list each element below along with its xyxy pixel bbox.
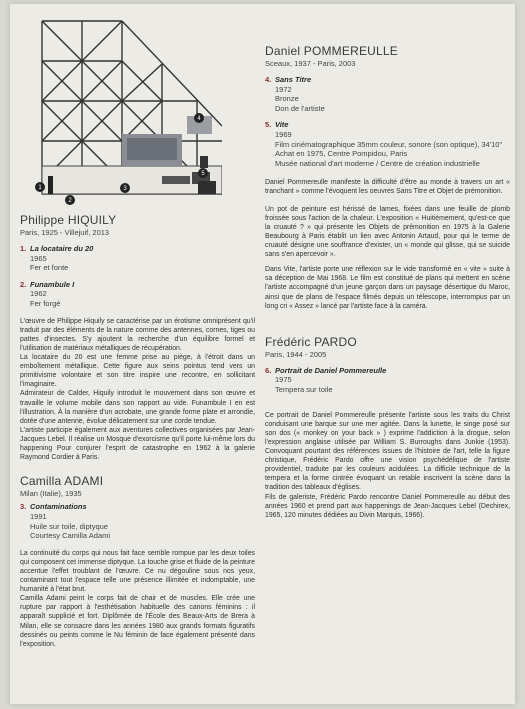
description-paragraph: La continuité du corps qui nous fait face semble rompue par les deux toiles qui composent cet immense diptyque. La touche grise et fluide de la peinture accentue l'effet troublant de l'œuvre. Ce nu dégouline sous nos yeux, contaminant tout l'espace telle une présence illimitée et indomptable, une humanité à l'état brut. [20,549,255,594]
work-year: 1991 [30,511,47,521]
work-entry-6 [265,366,510,395]
work-year: 1975 [275,375,292,385]
work-title: Portrait de Daniel Pommereulle [275,365,387,375]
description-paragraph: Ce portrait de Daniel Pommereulle présente l'artiste sous les traits du Christ conduisant une barque sur une mer agitée. Dans la lunette, le singe posé sur son dos (« monkey on your back » ) exprime l'addiction à la drogue, selon l'expression anglaise utilisée par William S. Burroughs dans Junkie (1953). Convoquant pourtant des références issues de l'histoire de l'art, telle la figure christique, Frédéric Pardo offre une vision psychédélique de l'artiste providentiel, traduite par les couleurs acidulées. La difficile technique de la tempera et la forme cintrée évoquant un retable inscrivent la scène dans la tradition des tableaux d'églises. [265,411,510,492]
description-paragraph: L'œuvre de Philippe Hiquily se caractérise par un érotisme omniprésent qu'il traduit par des éléments de la nature comme des antennes, cornes, tiges ou pattes d'insectes. S'y ajoutent la recherche d'un équilibre formel et l'utilisation de matériaux métalliques de récupération. [20,317,255,352]
work-number: 3. [20,502,27,512]
artist-bio-pardo: Paris, 1944 - 2005 [265,349,327,359]
work-number: 5. [265,120,272,130]
svg-text:3: 3 [123,186,127,192]
gallery-floorplan-illustration [22,16,222,206]
description-paragraph: Camilla Adami peint le corps fait de chair et de muscles. Elle crée une rupture par rapport à l'esthétisation habituelle des canons féminins : il apparaît supplicié et fort. Diplômée de l'École des Beaux-Arts de Brera à Milan, elle se consacre dans les années 1980 aux grands formats figuratifs dessinés ou peints comme le Nu féminin de face également présenté dans l'exposition. [20,595,255,648]
work-number: 1. [20,244,27,253]
work-credit: Courtesy Camilla Adami [30,531,111,541]
work-title: Vite [275,120,289,130]
work-entry-4 [265,75,510,113]
artist-bio-pommereulle: Sceaux, 1937 - Paris, 2003 [265,59,356,68]
work-medium: Film cinématographique 35mm couleur, sonore (son optique), 34'10" [275,139,503,149]
marker-4 [194,113,204,123]
work-title: Contaminations [30,502,87,512]
right-column [265,44,510,520]
work-medium: Tempera sur toile [275,384,333,394]
exhibition-panel [10,4,515,704]
description-paragraph: Dans Vite, l'artiste porte une réflexion sur le vide transformé en « vite » suite à sa déception de Mai 1968. Le film est constitué de plans qui mettent en scène l'artiste accompagné d'un jeune garçon dans un paysage désertique du Maroc, ainsi que de plans de l'espace filmés depuis un télescope, interrompus par un long cri « Assez » lancé par l'artiste face à la caméra. [265,266,510,310]
description-paragraph: L'artiste participe également aux aventures collectives organisées par Jean-Jacques Lebel. Il réalise un Mosque d'exorcisme qu'il porte lui-même lors du happening Pour conjurer l'esprit de catastrophe en 1962 à la galerie Raymond Cordier à Paris. [20,426,255,462]
description-paragraph: Admirateur de Calder, Hiquily introduit le mouvement dans son œuvre et travaille le volume mobile dans son rapport au vide. Funambule I en est l'illustration. À la manière d'un acrobate, une grande forme plate et arrondie, dotée d'une antenne, évolue délicatement sur une corde tendue. [20,390,255,425]
svg-text:2: 2 [68,198,72,204]
artist-name-adami: Camilla ADAMI [20,474,104,489]
work-number: 4. [265,75,272,84]
work-collection: Musée national d'art moderne / Centre de création industrielle [275,158,480,168]
svg-text:4: 4 [197,116,201,122]
artist-name-hiquily: Philippe HIQUILY [20,213,117,227]
work-number: 2. [20,279,27,289]
work-year: 1972 [275,84,292,94]
work-year: 1965 [30,253,47,263]
work-credit: Don de l'artiste [275,103,325,113]
marker-1 [35,182,45,192]
artist-bio-hiquily: Paris, 1925 - Villejuif, 2013 [20,228,110,237]
work-title: Sans Titre [275,75,312,84]
work-entry-2 [20,280,255,309]
artist-name-pommereulle: Daniel POMMEREULLE [265,44,398,58]
work-number: 6. [265,365,272,375]
work-year: 1962 [30,289,47,299]
work-medium: Bronze [275,94,299,104]
svg-text:5: 5 [201,171,205,177]
work-medium: Fer et fonte [30,263,69,273]
work-medium: Huile sur toile, diptyque [30,521,108,531]
left-column [20,10,255,649]
work-medium: Fer forgé [30,298,61,308]
svg-text:1: 1 [38,185,42,191]
description-paragraph: Fils de galeriste, Frédéric Pardo rencontre Daniel Pommereulle au début des années 1960 et prend part aux happenings de Jean-Jacques Lebel (Dechirex, 1965, 120 minutes dédiées au Divin Marquis, 1966). [265,493,510,519]
artist-bio-adami: Milan (Italie), 1935 [20,489,82,499]
work-acquisition: Achat en 1975, Centre Pompidou, Paris [275,149,408,159]
marker-2 [65,195,75,205]
work-entry-3 [20,502,255,540]
work-title: La locataire du 20 [30,244,94,253]
work-year: 1969 [275,129,292,139]
work-title: Funambule I [30,279,75,289]
marker-5 [198,168,208,178]
description-paragraph: Un pot de peinture est hérissé de lames, fixées dans une feuille de plomb froissée sous l'action de la chaleur. L'exposition « Huitièmement, qu'est-ce que la cruauté ? » qui présente les Objets de prémonition en 1975 à la Galerie Beaubourg à Paris établit un lien avec Antonin Artaud, pour qui le terme de cruauté désigne une souffrance d'exister, un « monde qui glisse, qui se suicide sans s'en apercevoir ». [265,205,510,259]
work-entry-1 [20,244,255,273]
work-entry-5 [265,120,510,168]
marker-3 [120,183,130,193]
description-paragraph: La locataire du 20 est une femme prise au piège, à l'étroit dans un emboîtement métallique. Cette figure aux seins pointus tend vers un primitivisme volontaire et son titre inspire une recontre, en sollicitant l'imaginaire. [20,354,255,389]
description-paragraph: Daniel Pommereulle manifeste la difficulté d'être au monde à travers un art « tranchant » comme l'évoquent les oeuvres Sans Titre et Objet de prémonition. [265,179,510,196]
artist-name-pardo: Frédéric PARDO [265,334,357,349]
